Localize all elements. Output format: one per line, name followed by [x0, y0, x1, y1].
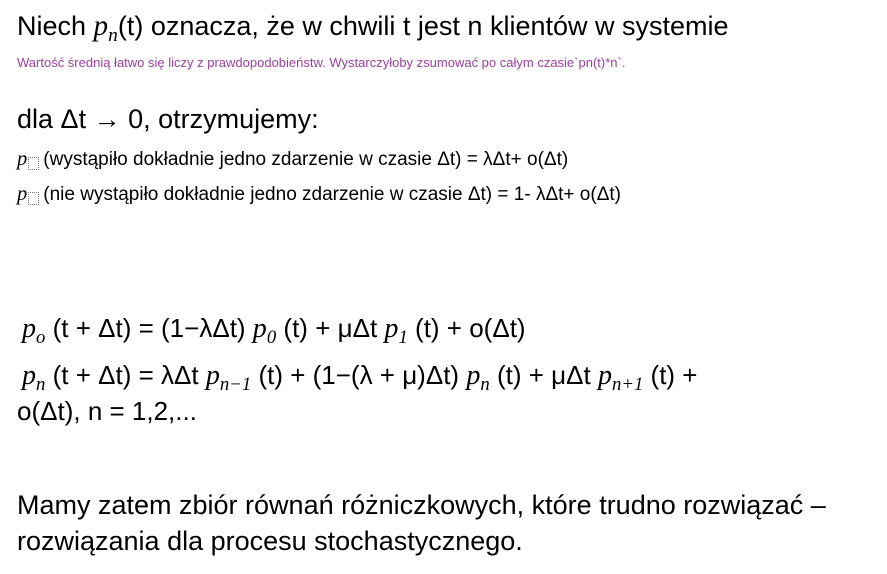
placeholder-box-icon	[28, 157, 39, 170]
eq1-text2: (t) + o(Δt)	[407, 313, 526, 343]
definition-prefix: Niech	[17, 11, 94, 41]
eq1-sub0: o	[36, 326, 46, 348]
definition-text: (t) oznacza, że w chwili t jest n klientów w systemie	[117, 11, 729, 41]
equation-pn	[22, 360, 698, 395]
definition-line	[17, 10, 729, 47]
eq2-sub0: n	[36, 373, 46, 395]
speaker-note: Wartość średnią łatwo się liczy z prawdopodobieństw. Wystarczyłoby zsumować po całym czasie`pn(t)*n`.	[17, 55, 626, 70]
eq1-p0: p	[22, 313, 37, 344]
eq2-p3: p	[597, 360, 612, 391]
conclusion-line-2: rozwiązania dla procesu stochastycznego.	[17, 526, 523, 556]
limit-heading: dla Δt → 0, otrzymujemy:	[17, 104, 319, 134]
eq2-p0: p	[22, 360, 37, 391]
eq2-text1: (t) + (1−(λ + μ)Δt)	[251, 360, 467, 390]
conclusion-line-1: Mamy zatem zbiór równań różniczkowych, które trudno rozwiązać –	[17, 490, 826, 520]
eq1-text0: (t + Δt) = (1−λΔt)	[45, 313, 253, 343]
probability-one-event-text: (wystąpiło dokładnie jedno zdarzenie w czasie Δt) = λΔt+ o(Δt)	[43, 149, 569, 170]
eq2-p2: p	[466, 360, 481, 391]
eq2-text2: (t) + μΔt	[489, 360, 598, 390]
eq1-p1: p	[252, 313, 267, 344]
pn-subscript: n	[108, 25, 118, 47]
equation-pn-continuation: o(Δt), n = 1,2,...	[17, 396, 197, 426]
pn-symbol: p	[93, 10, 109, 42]
eq2-text0: (t + Δt) = λΔt	[45, 360, 206, 390]
eq2-sub2: n	[480, 373, 490, 395]
p-symbol: p	[17, 183, 28, 205]
eq2-p1: p	[205, 360, 220, 391]
eq1-sub1: 0	[266, 326, 277, 348]
p-symbol: p	[17, 148, 28, 170]
eq2-sub3: n+1	[611, 373, 644, 395]
eq1-text1: (t) + μΔt	[276, 313, 385, 343]
probability-no-event	[17, 183, 621, 206]
probability-one-event	[17, 148, 568, 171]
eq1-p2: p	[384, 313, 399, 344]
probability-no-event-text: (nie wystąpiło dokładnie jedno zdarzenie w czasie Δt) = 1- λΔt+ o(Δt)	[43, 184, 621, 205]
equation-p0	[22, 313, 526, 348]
eq2-sub1: n−1	[219, 373, 252, 395]
eq1-sub2: 1	[398, 326, 408, 348]
placeholder-box-icon	[28, 192, 39, 205]
eq2-text3: (t) +	[643, 360, 698, 390]
